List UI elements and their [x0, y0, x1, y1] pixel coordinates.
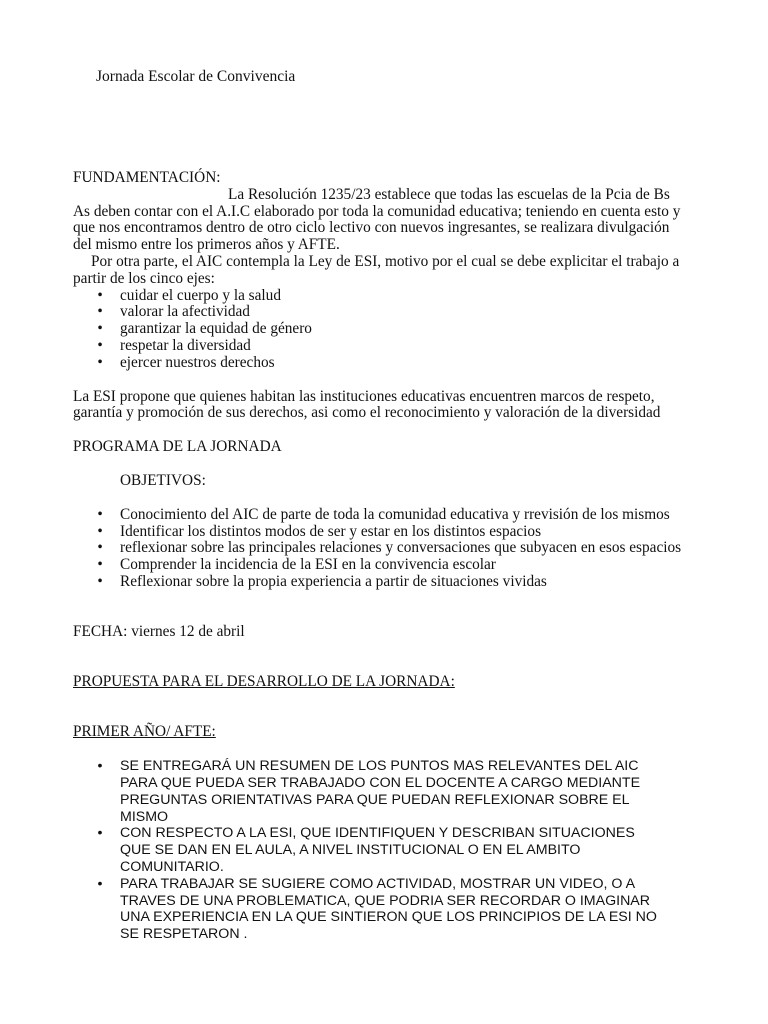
spacer [73, 591, 691, 624]
objetivo-text: reflexionar sobre las principales relaciones y conversaciones que subyacen en esos espacios [120, 539, 682, 557]
primer-anio-item-line: UNA EXPERIENCIA EN LA QUE SINTIERON QUE LOS PRINCIPIOS DE LA ESI NO [120, 909, 657, 926]
objetivo-item [73, 524, 691, 541]
primer-anio-item-line: MISMO [120, 808, 169, 825]
primer-anio-item-line: PREGUNTAS ORIENTATIVAS PARA QUE PUEDAN REFLEXIONAR SOBRE EL [120, 791, 630, 808]
primer-anio-item-line: CON RESPECTO A LA ESI, QUE IDENTIFIQUEN Y DESCRIBAN SITUACIONES [120, 825, 635, 842]
propuesta-heading: PROPUESTA PARA EL DESARROLLO DE LA JORNADA: [73, 672, 455, 690]
fundamentacion-line-3: que nos encontramos dentro de otro ciclo lectivo con nuevos ingresantes, se realizara divulgación [73, 219, 670, 237]
primer-anio-item-line: SE RESPETARON . [120, 926, 248, 943]
fundamentacion-line-1: La Resolución 1235/23 establece que todas las escuelas de la Pcia de Bs [228, 185, 670, 203]
eje-item [73, 321, 691, 338]
primer-anio-item-line: PARA QUE PUEDA SER TRABAJADO CON EL DOCENTE A CARGO MEDIANTE [120, 774, 641, 791]
eje-text: respetar la diversidad [120, 336, 251, 354]
bullet-icon: • [97, 353, 103, 371]
document-title: Jornada Escolar de Convivencia [96, 68, 296, 85]
bullet-icon: • [97, 556, 103, 574]
bullet-icon: • [97, 320, 103, 338]
objetivo-text: Conocimiento del AIC de parte de toda la comunidad educativa y rrevisión de los mismos [120, 505, 670, 523]
primer-anio-item [73, 758, 691, 825]
primer-anio-item [73, 825, 691, 875]
primer-anio-list [73, 758, 691, 943]
document-content [73, 170, 691, 943]
primer-anio-item-line: TRAVES DE UNA PROBLEMATICA, QUE PODRIA SER RECORDAR O IMAGINAR [120, 892, 651, 909]
bullet-icon: • [97, 875, 103, 892]
bullet-icon: • [97, 505, 103, 523]
bullet-icon: • [97, 758, 103, 775]
fundamentacion-line-4: del mismo entre los primeros años y AFTE. [73, 236, 340, 254]
fecha-line: FECHA: viernes 12 de abril [73, 622, 245, 640]
eje-text: valorar la afectividad [120, 303, 250, 321]
bullet-icon: • [97, 303, 103, 321]
objetivos-heading: OBJETIVOS: [120, 471, 206, 489]
eje-item [73, 288, 691, 305]
eje-item [73, 338, 691, 355]
programa-heading: PROGRAMA DE LA JORNADA [73, 438, 282, 456]
spacer [73, 490, 691, 507]
spacer [73, 690, 691, 724]
eje-item [73, 355, 691, 372]
spacer [73, 456, 691, 473]
bullet-icon: • [97, 286, 103, 304]
spacer [73, 641, 691, 674]
primer-anio-item-line: SE ENTREGARÁ UN RESUMEN DE LOS PUNTOS MAS RELEVANTES DEL AIC [120, 758, 639, 775]
eje-item [73, 304, 691, 321]
objetivo-text: Reflexionar sobre la propia experiencia a partir de situaciones vividas [120, 572, 547, 590]
eje-text: garantizar la equidad de género [120, 320, 312, 338]
spacer [73, 741, 691, 758]
bullet-icon: • [97, 539, 103, 557]
objetivos-list [73, 507, 691, 591]
fundamentacion-heading: FUNDAMENTACIÓN: [73, 169, 221, 186]
spacer [73, 372, 691, 389]
objetivo-item [73, 540, 691, 557]
primer-anio-item-line: QUE SE DAN EN EL AULA, A NIVEL INSTITUCIONAL O EN EL AMBITO [120, 842, 581, 859]
primer-anio-heading: PRIMER AÑO/ AFTE: [73, 723, 216, 741]
bullet-icon: • [97, 572, 103, 590]
fundamentacion-line-2: As deben contar con el A.I.C elaborado por toda la comunidad educativa; teniendo en cuenta esto y [73, 202, 681, 220]
esi-line-2: garantía y promoción de sus derechos, asi como el reconocimiento y valoración de la diversidad [73, 404, 661, 422]
fundamentacion-line-5: Por otra parte, el AIC contempla la Ley de ESI, motivo por el cual se debe explicitar el trabajo a [91, 252, 680, 270]
bullet-icon: • [97, 825, 103, 842]
eje-text: ejercer nuestros derechos [120, 353, 275, 371]
eje-text: cuidar el cuerpo y la salud [120, 286, 281, 304]
objetivo-item [73, 574, 691, 591]
primer-anio-item [73, 876, 691, 943]
primer-anio-item-line: PARA TRABAJAR SE SUGIERE COMO ACTIVIDAD, MOSTRAR UN VIDEO, O A [120, 875, 636, 892]
fundamentacion-line-6: partir de los cinco ejes: [73, 269, 215, 287]
objetivo-text: Identificar los distintos modos de ser y estar en los distintos espacios [120, 522, 542, 540]
spacer [73, 422, 691, 439]
esi-line-1: La ESI propone que quienes habitan las instituciones educativas encuentren marcos de respeto, [73, 387, 655, 405]
bullet-icon: • [97, 336, 103, 354]
primer-anio-item-line: COMUNITARIO. [120, 858, 224, 875]
ejes-list [73, 288, 691, 372]
objetivo-item [73, 507, 691, 524]
bullet-icon: • [97, 522, 103, 540]
objetivo-text: Comprender la incidencia de la ESI en la convivencia escolar [120, 556, 496, 574]
objetivo-item [73, 557, 691, 574]
